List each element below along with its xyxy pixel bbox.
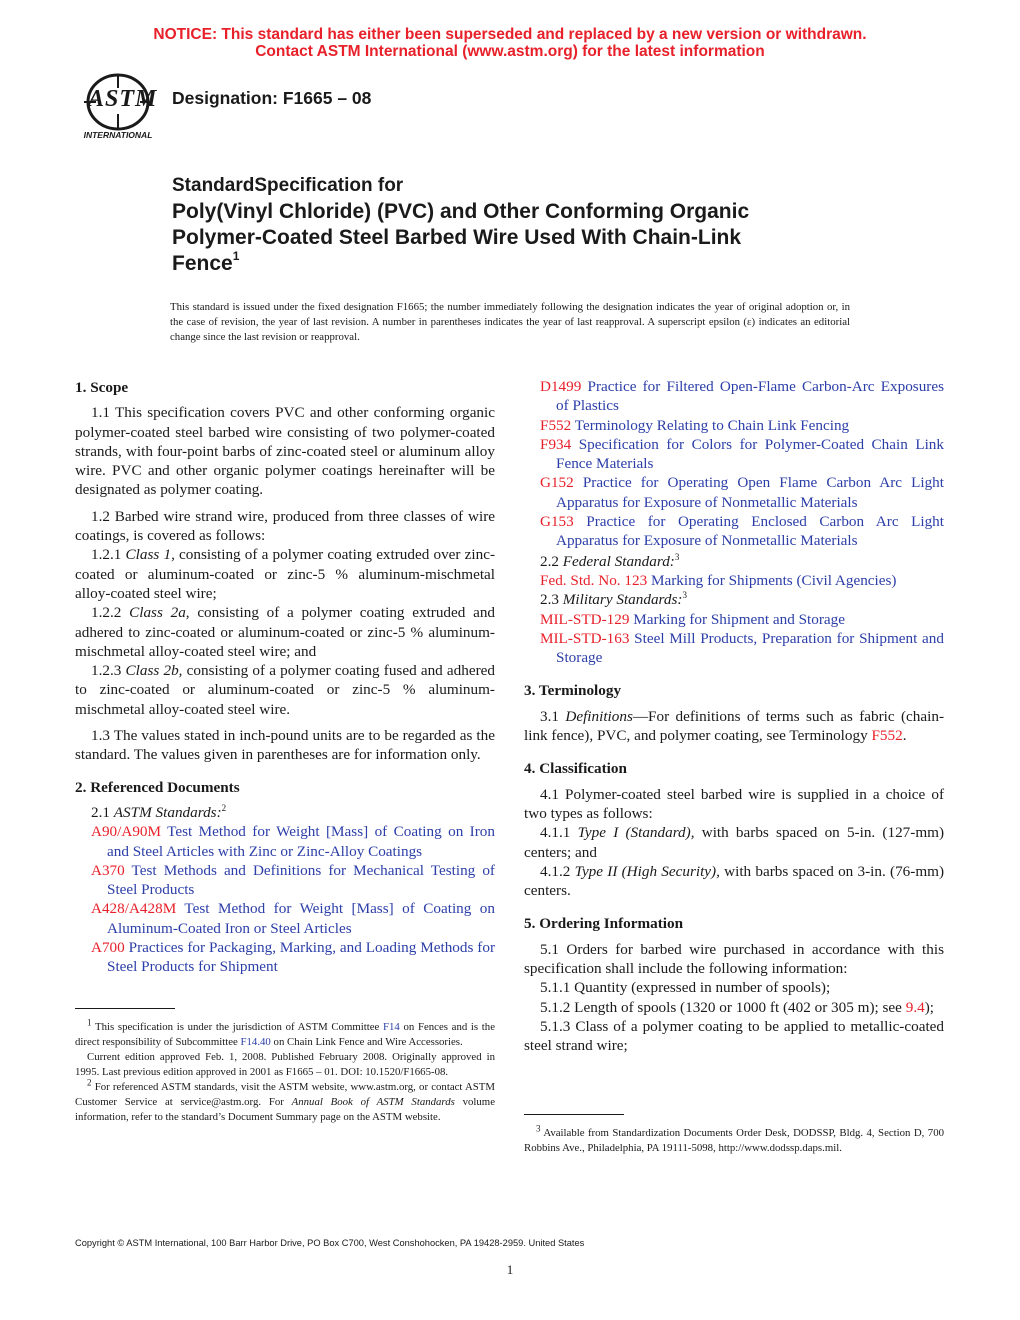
section-1-heading: 1. Scope — [75, 379, 129, 396]
federal-refs — [524, 571, 944, 590]
ref-code[interactable]: Fed. Std. No. 123 — [540, 571, 648, 589]
title-line-3: Polymer-Coated Steel Barbed Wire Used With Chain-Link — [172, 226, 742, 249]
label: Definitions — [565, 707, 633, 725]
num: 1.2.2 — [91, 604, 130, 622]
notice-line-1: NOTICE: This standard has either been superseded and replaced by a new version or withdrawn. — [153, 26, 867, 43]
ref-code[interactable]: A700 — [91, 939, 125, 957]
label: Federal Standard: — [562, 552, 675, 570]
ref-code[interactable]: D1499 — [540, 378, 582, 395]
text: . — [902, 727, 907, 745]
ref-item[interactable] — [540, 435, 944, 474]
ref-title[interactable]: Marking for Shipments (Civil Agencies) — [647, 571, 897, 589]
committee-link[interactable]: F14 — [383, 1021, 400, 1033]
section-2-heading: 2. Referenced Documents — [75, 778, 240, 796]
subcommittee-link[interactable]: F14.40 — [240, 1036, 271, 1048]
ref-code[interactable]: F934 — [540, 435, 572, 453]
ref-item[interactable] — [91, 822, 495, 861]
ref-code[interactable]: A428/A428M — [91, 900, 177, 918]
text: with barbs spaced on 5-in. (127-mm) centers; and — [524, 824, 945, 861]
section-2-1 — [75, 803, 495, 822]
label: ASTM Standards: — [113, 803, 222, 821]
ref-item[interactable] — [91, 861, 495, 900]
ref-code[interactable]: A90/A90M — [91, 823, 162, 841]
ref-item[interactable] — [540, 610, 944, 629]
num: 1.2.1 — [91, 546, 126, 564]
class-name: Class 2b, — [125, 662, 183, 680]
text: on Chain Link Fence and Wire Accessories. — [270, 1036, 463, 1048]
ref-item[interactable] — [540, 629, 944, 668]
num: 3.1 — [540, 707, 566, 725]
text: consisting of a polymer coating extruded over zinc-coated or aluminum-coated or zinc-5 % aluminum-mischmetal alloy-coated steel wire; — [75, 546, 496, 602]
type-name: Type I (Standard), — [577, 824, 695, 842]
text: This specification is under the jurisdiction of ASTM Committee — [95, 1021, 384, 1033]
right-footnotes — [524, 1123, 944, 1156]
footnote-mark: 2 — [87, 1077, 92, 1088]
military-refs — [524, 610, 944, 668]
ref-item[interactable] — [540, 473, 944, 512]
section-1-3: 1.3 The values stated in inch-pound units are to be regarded as the standard. The values given in parentheses are for information only. — [75, 727, 495, 764]
logo-subtext: INTERNATIONAL — [83, 130, 153, 140]
ref-item[interactable] — [540, 377, 944, 416]
ref-item[interactable] — [91, 938, 495, 977]
text: volume information, refer to the standard’s Document Summary page on the ASTM website. — [75, 1096, 495, 1123]
ref-code[interactable]: G152 — [540, 474, 574, 492]
copyright: Copyright © ASTM International, 100 Barr Harbor Drive, PO Box C700, West Conshohocken, PA 19428-2959. United States — [75, 1238, 585, 1248]
title-line-2: Poly(Vinyl Chloride) (PVC) and Other Conforming Organic — [172, 200, 750, 223]
section-5-1: 5.1 Orders for barbed wire purchased in accordance with this specification shall include the following information: — [524, 940, 944, 978]
designation: Designation: F1665 – 08 — [172, 88, 372, 108]
ref-title[interactable]: Steel Mill Products, Preparation for Shipment and Storage — [556, 629, 944, 667]
intro-note: This standard is issued under the fixed designation F1665; the number immediately following the designation indicates the year of original adoption or, in the case of revision, the year of last revision. A number in parentheses indicates the year of last reapproval. A superscript epsilon (ε) indicates an editorial change since the last revision or reapproval. — [170, 301, 850, 343]
section-5-1-3: 5.1.3 Class of a polymer coating to be applied to metallic-coated steel strand wire; — [524, 1017, 944, 1055]
footnote-mark: 1 — [87, 1017, 92, 1028]
section-2-2 — [524, 552, 944, 571]
section-1-2-1 — [75, 545, 495, 603]
astm-refs — [75, 822, 495, 976]
ref-item[interactable] — [540, 571, 944, 590]
ref-title[interactable]: Test Method for Weight [Mass] of Coating on Aluminum-Coated Iron or Steel Articles — [107, 900, 495, 937]
ref-code[interactable]: G153 — [540, 513, 574, 531]
section-1-2-2 — [75, 603, 495, 661]
text: Available from Standardization Documents Order Desk, DODSSP, Bldg. 4, Section D, 700 Robbins Ave., Philadelphia, PA 19111-5098, http://www.dodssp.daps.mil. — [524, 1127, 944, 1154]
page-number: 1 — [506, 1262, 514, 1277]
class-name: Class 1, — [125, 546, 175, 564]
footnote-1-edition: Current edition approved Feb. 1, 2008. Published February 2008. Originally approved in 1995. Last previous edition approved in 2001 as F1665 – 01. DOI: 10.1520/F1665-08. — [75, 1051, 495, 1078]
footnote-mark: 3 — [536, 1123, 541, 1134]
text: ); — [924, 998, 934, 1016]
ref-title[interactable]: Test Method for Weight [Mass] of Coating on Iron and Steel Articles with Zinc or Zinc-Alloy Coatings — [107, 823, 495, 860]
notice-line-2: Contact ASTM International (www.astm.org) for the latest information — [255, 43, 765, 60]
section-3-1 — [524, 707, 944, 746]
section-1-2-3 — [75, 661, 495, 719]
ref-code[interactable]: F552 — [540, 416, 572, 434]
ref-code[interactable]: A370 — [91, 861, 125, 879]
section-3-heading: 3. Terminology — [524, 682, 622, 700]
astm-logo — [74, 72, 162, 144]
left-column — [75, 378, 495, 977]
book-title: Annual Book of ASTM Standards — [291, 1096, 455, 1108]
section-5-1-1: 5.1.1 Quantity (expressed in number of spools); — [540, 979, 831, 997]
title-line-1: StandardSpecification for — [172, 175, 404, 196]
right-column — [524, 377, 944, 1056]
section-1-2: 1.2 Barbed wire strand wire, produced from three classes of wire coatings, is covered as follows: — [75, 507, 495, 545]
text: For referenced ASTM standards, visit the ASTM website, www.astm.org, or contact ASTM Customer Service at service@astm.org. For — [75, 1081, 495, 1108]
footnote-mark: 2 — [221, 802, 227, 813]
footnote-mark: 3 — [682, 590, 687, 601]
section-2-3 — [524, 590, 944, 609]
text: 5.1.2 Length of spools (1320 or 1000 ft (402 or 305 m); see — [540, 998, 906, 1016]
footnote-3 — [524, 1123, 944, 1156]
ref-title[interactable]: Practice for Operating Enclosed Carbon Arc Light Apparatus for Exposure of Nonmetallic Materials — [556, 513, 944, 550]
section-4-heading: 4. Classification — [524, 760, 627, 778]
terminology-link[interactable]: F552 — [871, 727, 903, 745]
footnote-divider-right — [524, 1114, 624, 1115]
section-5-heading: 5. Ordering Information — [524, 915, 684, 933]
text: with barbs spaced on 3-in. (76-mm) centers. — [524, 862, 945, 900]
section-5-1-2 — [524, 998, 944, 1017]
title-fence: Fence — [172, 252, 233, 275]
section-1-1: 1.1 This specification covers PVC and other conforming organic polymer-coated steel barbed wire consisting of two polymer-coated strands, with four-point barbs of zinc-coated steel or aluminum alloy wire. PVC and other organic polymer coatings hereinafter will be designated as polymer coating. — [75, 404, 495, 499]
ref-item[interactable] — [540, 512, 944, 551]
section-link[interactable]: 9.4 — [905, 998, 925, 1016]
footnote-divider-left — [75, 1008, 175, 1009]
ref-title[interactable]: Test Methods and Definitions for Mechanical Testing of Steel Products — [107, 861, 495, 899]
footnote-2 — [75, 1077, 495, 1125]
ref-code[interactable]: MIL-STD-129 — [540, 610, 630, 628]
type-name: Type II (High Security), — [574, 862, 720, 880]
text: —For definitions of terms such as fabric (chain-link fence), PVC, and polymer coating, see Terminology — [524, 707, 945, 745]
ref-title[interactable]: Practices for Packaging, Marking, and Loading Methods for Steel Products for Shipment — [107, 939, 495, 976]
section-4-1-2 — [524, 862, 944, 901]
label: Military Standards: — [562, 591, 683, 609]
astm-refs-cont — [524, 377, 944, 551]
text: consisting of a polymer coating extruded and adhered to zinc-coated or aluminum-coated or zinc-5 % aluminum-mischmetal alloy-coated steel wire; and — [75, 604, 496, 660]
num: 4.1.2 — [540, 862, 575, 880]
title-line-4 — [172, 251, 239, 277]
num: 2.2 — [540, 552, 563, 570]
ref-title[interactable]: Practice for Operating Open Flame Carbon Arc Light Apparatus for Exposure of Nonmetallic Materials — [556, 474, 944, 511]
num: 2.1 — [91, 803, 114, 821]
ref-item[interactable] — [540, 416, 944, 435]
footnote-1 — [75, 1017, 495, 1050]
ref-code[interactable]: MIL-STD-163 — [540, 629, 630, 647]
ref-title[interactable]: Practice for Filtered Open-Flame Carbon-Arc Exposures of Plastics — [556, 378, 944, 415]
ref-title[interactable]: Marking for Shipment and Storage — [629, 610, 845, 628]
class-name: Class 2a, — [129, 604, 190, 622]
ref-item[interactable] — [91, 899, 495, 938]
text: consisting of a polymer coating fused and adhered to zinc-coated or aluminum-coated or zinc-5 % aluminum-mischmetal alloy-coated steel wire. — [75, 662, 495, 718]
ref-title[interactable]: Specification for Colors for Polymer-Coated Chain Link Fence Materials — [556, 435, 944, 473]
text: on Fences and is the direct responsibility of Subcommittee — [75, 1021, 495, 1048]
logo-wordmark: ASTM — [88, 86, 158, 112]
title-footnote-mark: 1 — [232, 249, 240, 263]
num: 2.3 — [540, 591, 563, 609]
footnote-mark: 3 — [674, 551, 680, 562]
num: 4.1.1 — [540, 824, 578, 842]
section-4-1-1 — [524, 823, 944, 862]
ref-title[interactable]: Terminology Relating to Chain Link Fencing — [571, 416, 850, 434]
num: 1.2.3 — [91, 662, 126, 680]
section-4-1: 4.1 Polymer-coated steel barbed wire is supplied in a choice of two types as follows: — [524, 785, 944, 822]
left-footnotes — [75, 1017, 495, 1125]
